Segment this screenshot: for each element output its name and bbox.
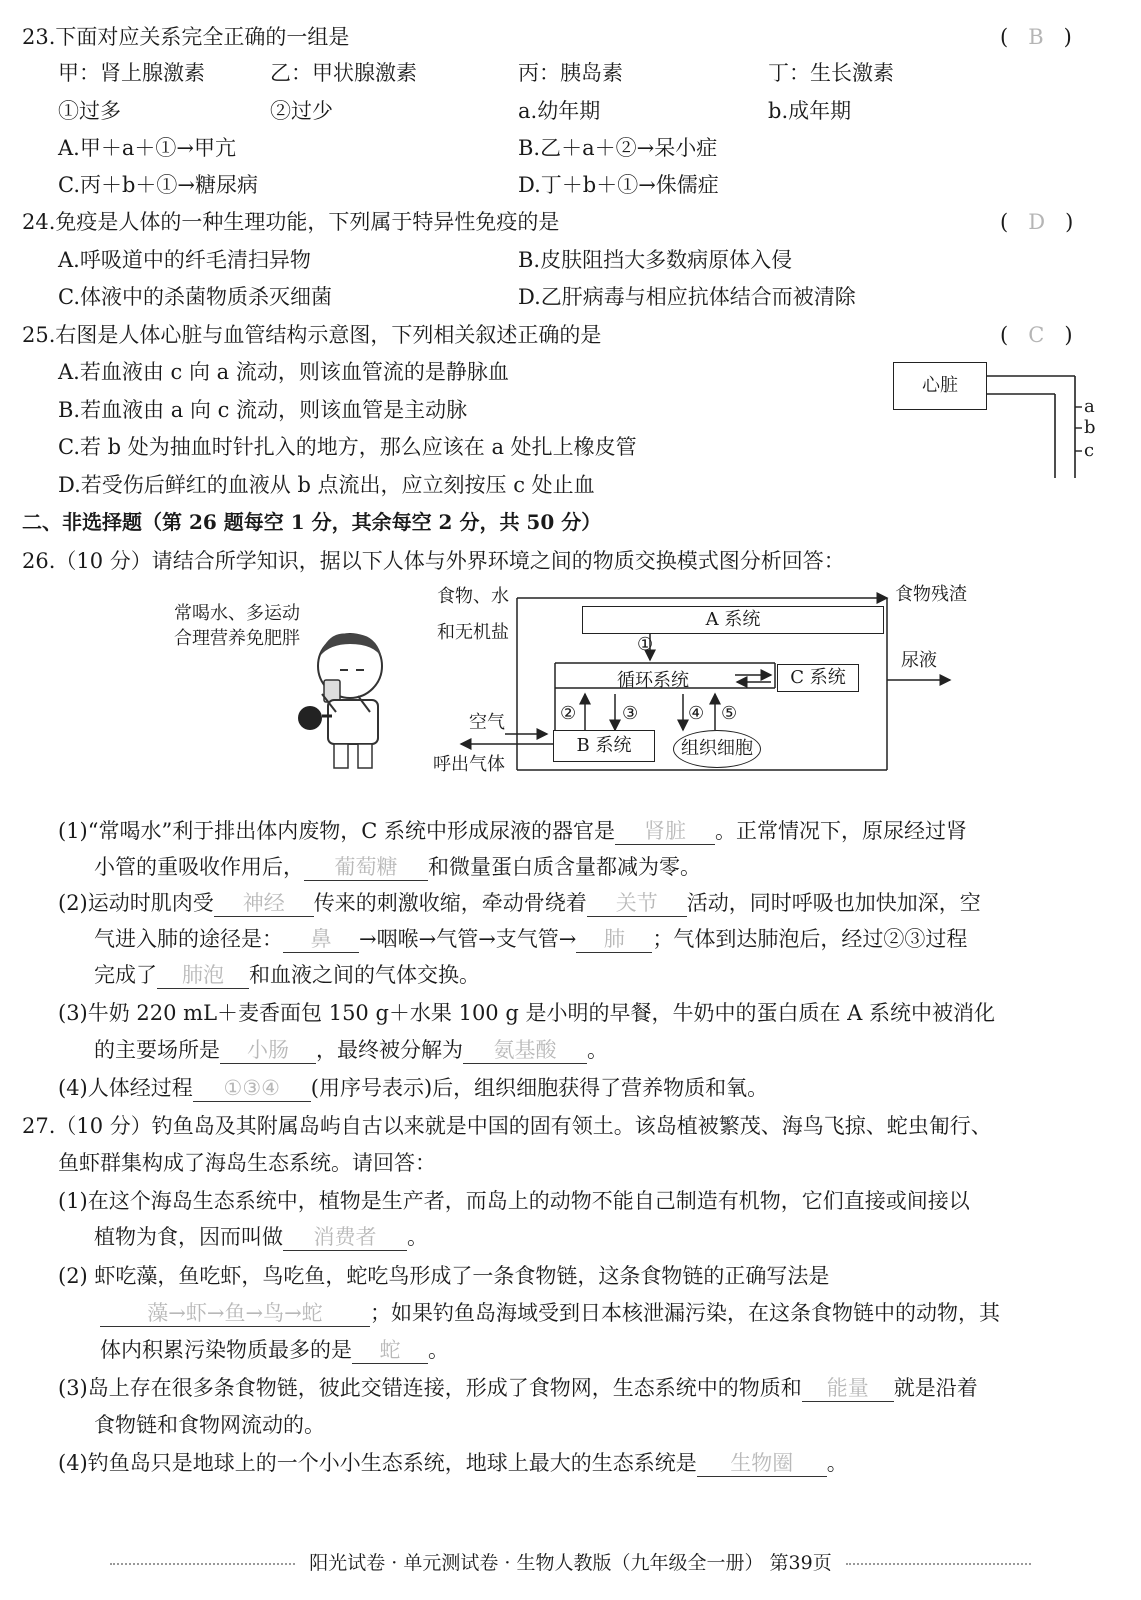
q23-cond-2: ②过少	[270, 99, 333, 123]
q26-p2-text8: 和血液之间的气体交换。	[249, 963, 480, 987]
q23-answer: B	[1028, 25, 1044, 49]
q26-p2-text1: (2)运动时肌肉受	[58, 891, 214, 915]
q24-stem: 24.免疫是人体的一种生理功能，下列属于特异性免疫的是	[22, 210, 560, 234]
q25-option-c: C.若 b 处为抽血时针扎入的地方，那么应该在 a 处扎上橡皮管	[58, 435, 637, 459]
q26-part3-line1: (3)牛奶 220 mL＋麦香面包 150 g＋水果 100 g 是小明的早餐，牛奶中的蛋白质在 A 系统中被消化	[58, 1001, 995, 1025]
q26-part3-line2	[94, 1035, 608, 1065]
q24-option-c: C.体液中的杀菌物质杀灭细菌	[58, 285, 332, 309]
q26-p1-text3: 小管的重吸收作用后，	[94, 855, 304, 879]
footer-text: 阳光试卷 · 单元测试卷 · 生物人教版（九年级全一册） 第39页	[309, 1552, 832, 1574]
q26-p1-blank1: 肾脏	[615, 818, 715, 845]
q27-stem-line1: 27.（10 分）钓鱼岛及其附属岛屿自古以来就是中国的固有领土。该岛植被繁茂、海鸟飞掠、蛇虫匍行、	[22, 1114, 992, 1138]
q26-p1-text4: 和微量蛋白质含量都减为零。	[428, 855, 701, 879]
q26-p1-blank2: 葡萄糖	[304, 854, 428, 881]
q25-option-a: A.若血液由 c 向 a 流动，则该血管流的是静脉血	[58, 360, 509, 384]
q26-p3-blank1: 小肠	[220, 1037, 316, 1064]
q24-option-b: B.皮肤阻挡大多数病原体入侵	[518, 248, 793, 272]
q27-part1-line2	[94, 1222, 428, 1252]
input-minerals: 和无机盐	[437, 622, 509, 643]
q25-stem: 25.右图是人体心脏与血管结构示意图，下列相关叙述正确的是	[22, 323, 602, 347]
q26-part4-line1	[58, 1073, 768, 1103]
q26-p3-text4: 。	[587, 1038, 608, 1062]
vessel-label-c: c	[1084, 440, 1095, 461]
slogan-line2: 合理营养免肥胖	[174, 628, 300, 649]
q26-p2-text6: ；气体到达肺泡后，经过②③过程	[652, 927, 968, 951]
q27-p1-text2: 植物为食，因而叫做	[94, 1225, 283, 1249]
b-system-label: B 系统	[576, 735, 632, 756]
q26-p3-blank2: 氨基酸	[463, 1037, 587, 1064]
q27-p1-blank1: 消费者	[283, 1224, 407, 1251]
q26-p2-blank2: 关节	[587, 890, 687, 917]
q26-p2-text3: 活动，同时呼吸也加快加深，空	[686, 891, 981, 915]
q27-part2-line3	[100, 1335, 449, 1365]
output-food-residue: 食物残渣	[895, 584, 967, 605]
q27-p2-blank2: 蛇	[352, 1337, 428, 1364]
q26-part2-line2	[94, 924, 967, 954]
q26-p2-blank5: 肺泡	[157, 962, 249, 989]
q26-stem: 26.（10 分）请结合所学知识，据以下人体与外界环境之间的物质交换模式图分析回答：	[22, 549, 845, 573]
q23-option-b: B.乙＋a＋②→呆小症	[518, 136, 718, 160]
q26-p4-blank1: ①③④	[193, 1075, 311, 1102]
q27-part3-line1	[58, 1373, 978, 1403]
q24-option-d: D.乙肝病毒与相应抗体结合而被清除	[518, 285, 856, 309]
a-system-box	[582, 606, 884, 634]
page-footer	[0, 1548, 1141, 1575]
q27-p2-text4: 。	[428, 1338, 449, 1362]
q27-p2-text3: 体内积累污染物质最多的是	[100, 1338, 352, 1362]
q23-option-a: A.甲＋a＋①→甲亢	[58, 136, 236, 160]
boy-drinking-illustration	[288, 622, 398, 772]
input-air: 空气	[469, 712, 505, 733]
q27-part2-line1: (2) 虾吃藻，鱼吃虾，鸟吃鱼，蛇吃鸟形成了一条食物链，这条食物链的正确写法是	[58, 1264, 830, 1288]
q26-p3-text2: 的主要场所是	[94, 1038, 220, 1062]
q27-p4-blank1: 生物圈	[697, 1450, 827, 1477]
process-5: ⑤	[721, 703, 738, 724]
q26-p4-text1: (4)人体经过程	[58, 1076, 193, 1100]
q25-answer-paren: ( C )	[1000, 323, 1073, 347]
q26-part2-line1	[58, 888, 981, 918]
q23-cond-1: ①过多	[58, 99, 121, 123]
q26-p2-blank1: 神经	[214, 890, 314, 917]
output-urine: 尿液	[901, 650, 937, 671]
q23-option-c: C.丙＋b＋①→糖尿病	[58, 173, 259, 197]
q23-cond-a: a.幼年期	[518, 99, 601, 123]
q26-p3-text3: ，最终被分解为	[316, 1038, 463, 1062]
q26-p2-text2: 传来的刺激收缩，牵动骨绕着	[313, 891, 587, 915]
q25-answer: C	[1028, 323, 1045, 347]
q23-answer-paren: ( B )	[1000, 25, 1072, 49]
q23-hormone-jia: 甲：肾上腺激素	[58, 61, 205, 85]
q23-cond-b: b.成年期	[768, 99, 852, 123]
q26-p2-blank4: 肺	[576, 926, 652, 953]
heart-label: 心脏	[922, 375, 958, 396]
q26-part2-line3	[94, 960, 480, 990]
q23-hormone-bing: 丙：胰岛素	[518, 61, 623, 85]
q27-p3-text1: (3)岛上存在很多条食物链，彼此交错连接，形成了食物网，生态系统中的物质和	[58, 1376, 802, 1400]
q27-p4-text1: (4)钓鱼岛只是地球上的一个小小生态系统，地球上最大的生态系统是	[58, 1451, 697, 1475]
q24-option-a: A.呼吸道中的纤毛清扫异物	[58, 248, 311, 272]
q23-option-d: D.丁＋b＋①→侏儒症	[518, 173, 719, 197]
q27-p3-blank1: 能量	[802, 1375, 894, 1402]
process-1: ①	[637, 634, 654, 655]
exchange-diagram	[425, 578, 985, 778]
q27-p2-blank1: 藻→虾→鱼→鸟→蛇	[100, 1300, 370, 1327]
c-system-box	[777, 664, 859, 692]
process-2: ②	[560, 703, 577, 724]
q26-p1-text1: (1)“常喝水”利于排出体内废物，C 系统中形成尿液的器官是	[58, 819, 615, 843]
q26-p2-text5: →咽喉→气管→支气管→	[359, 927, 577, 951]
q23-hormone-ding: 丁：生长激素	[768, 61, 894, 85]
vessel-label-a: a	[1084, 396, 1095, 417]
footer-right-rule	[846, 1563, 1031, 1565]
vessel-label-b: b	[1084, 417, 1096, 438]
c-system-label: C 系统	[790, 667, 846, 688]
output-exhaled-gas: 呼出气体	[433, 754, 505, 775]
q24-answer: D	[1028, 210, 1046, 234]
q26-p2-text7: 完成了	[94, 963, 157, 987]
q27-part2-line2	[100, 1298, 1000, 1328]
q26-p2-blank3: 鼻	[283, 926, 359, 953]
q23-hormone-yi: 乙：甲状腺激素	[270, 61, 417, 85]
q27-stem-line2: 鱼虾群集构成了海岛生态系统。请回答：	[58, 1151, 436, 1175]
q26-part1-line2	[94, 852, 701, 882]
q26-p2-text4: 气进入肺的途径是：	[94, 927, 283, 951]
q24-answer-paren: ( D )	[1000, 210, 1074, 234]
input-food-water: 食物、水	[437, 586, 509, 607]
tissue-cells-label: 组织细胞	[681, 738, 753, 759]
b-system-box	[553, 730, 655, 762]
slogan-line1: 常喝水、多运动	[174, 603, 300, 624]
q26-p4-text2: (用序号表示)后，组织细胞获得了营养物质和氧。	[310, 1076, 769, 1100]
q26-p1-text2: 。正常情况下，原尿经过肾	[714, 819, 967, 843]
q26-part1-line1	[58, 816, 967, 846]
q23-stem: 23.下面对应关系完全正确的一组是	[22, 25, 350, 49]
q27-part4-line1	[58, 1448, 848, 1478]
q27-p1-text3: 。	[407, 1225, 428, 1249]
a-system-label: A 系统	[705, 609, 761, 630]
process-3: ③	[622, 703, 639, 724]
q27-part1-line1: (1)在这个海岛生态系统中，植物是生产者，而岛上的动物不能自己制造有机物，它们直接或间接以	[58, 1189, 970, 1213]
footer-left-rule	[110, 1563, 295, 1565]
q25-option-d: D.若受伤后鲜红的血液从 b 点流出，应立刻按压 c 处止血	[58, 473, 595, 497]
heart-box	[893, 362, 987, 410]
section2-heading: 二、非选择题（第 26 题每空 1 分，其余每空 2 分，共 50 分）	[22, 510, 602, 534]
circulatory-system-label: 循环系统	[617, 670, 689, 691]
tissue-cells-ellipse	[673, 730, 761, 768]
heart-vessel-diagram	[890, 360, 1105, 480]
q27-p4-text2: 。	[826, 1451, 848, 1475]
process-4: ④	[688, 703, 705, 724]
q25-option-b: B.若血液由 a 向 c 流动，则该血管是主动脉	[58, 398, 468, 422]
q27-p2-text2: ；如果钓鱼岛海域受到日本核泄漏污染，在这条食物链中的动物，其	[370, 1301, 1000, 1325]
q27-part3-line2: 食物链和食物网流动的。	[94, 1413, 325, 1437]
q27-p3-text2: 就是沿着	[893, 1376, 978, 1400]
